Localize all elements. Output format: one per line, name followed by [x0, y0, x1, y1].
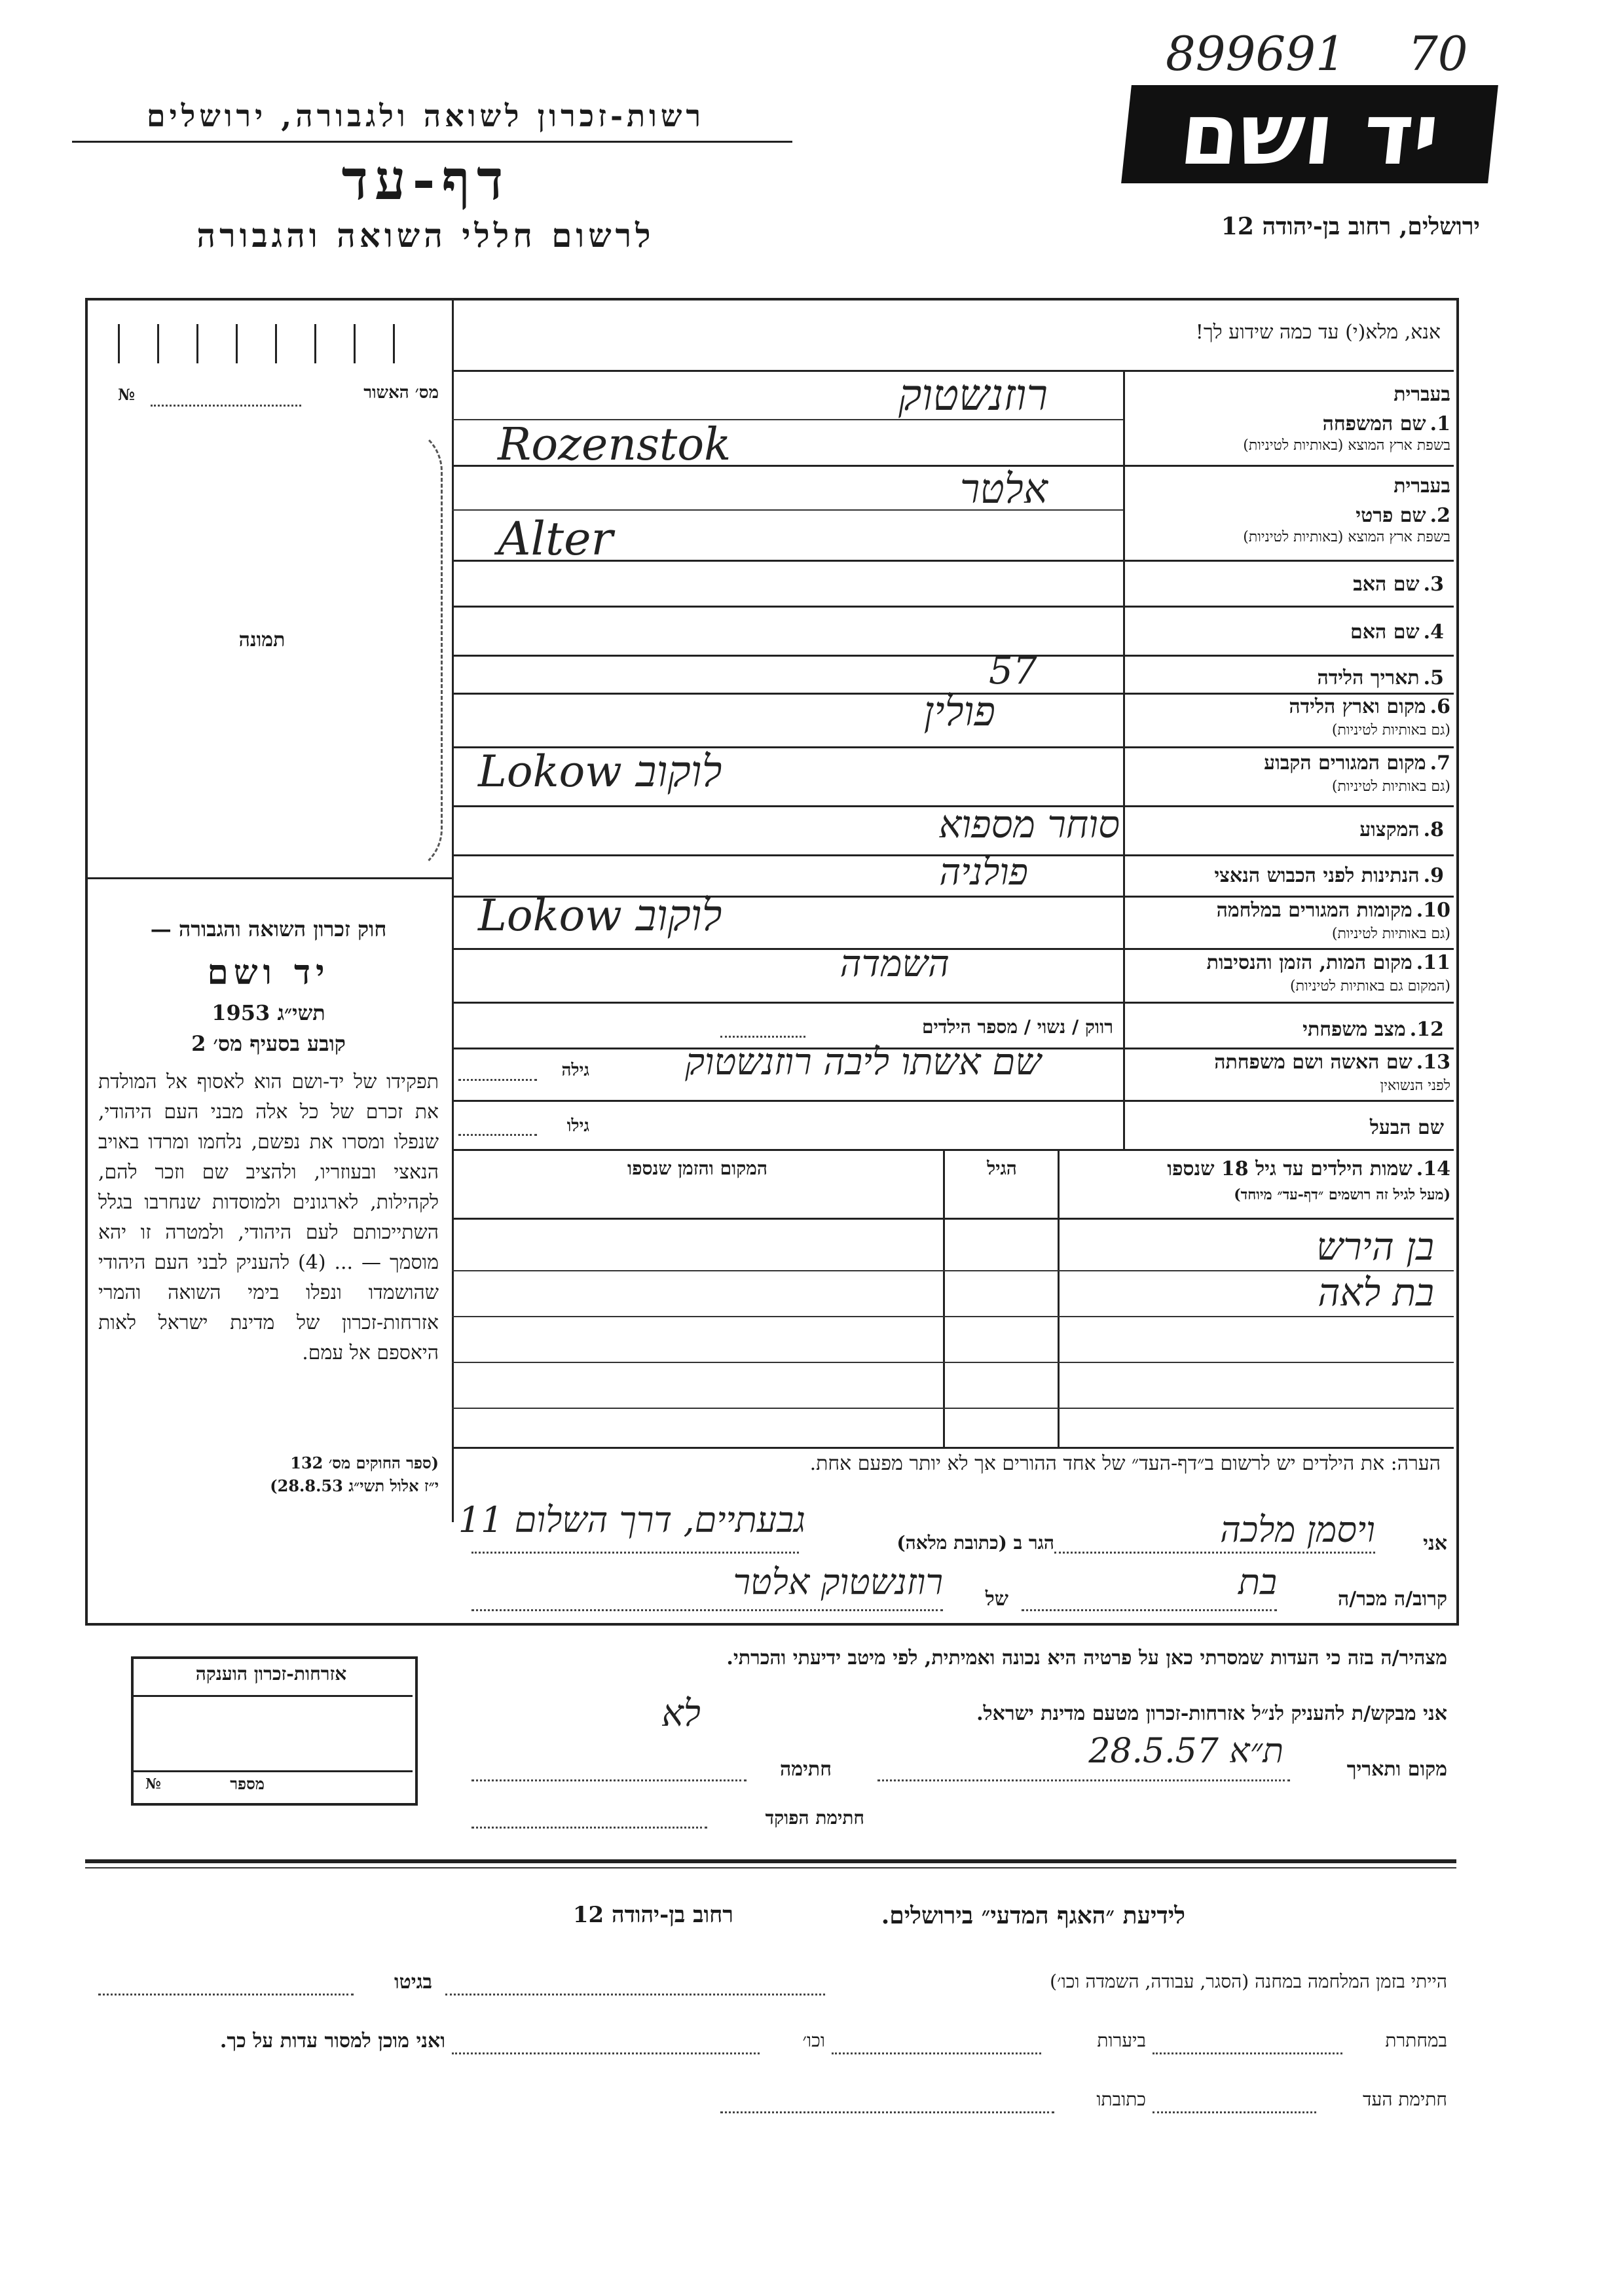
footer-line2-d: ואני מוכן למסור עדות על כך. — [219, 2030, 445, 2052]
field-10-number: 10. — [1416, 899, 1450, 922]
field-6-label: מקום וארץ הלידה — [1289, 695, 1426, 718]
field-10-label: מקומות המגורים במלחמה — [1216, 899, 1412, 922]
field-6-value: פולין — [923, 687, 995, 735]
field-2-tag: בעברית — [1393, 475, 1450, 498]
file-number: 899691 — [1166, 26, 1346, 81]
officer-signature-line — [471, 1827, 707, 1829]
declaration-signature-label: חתימה — [780, 1758, 832, 1781]
law-source: (ספר החוקים מס׳ 132 — [290, 1453, 439, 1472]
field-1-number: 1. — [1430, 412, 1450, 435]
declaration-officer-label: חתימת הפוקד — [765, 1807, 864, 1829]
footer-line2-c: וכו׳ — [802, 2030, 825, 2051]
field-residence — [1126, 746, 1450, 799]
field-11-sublabel: (המקום גם באותיות לטיניות) — [1290, 978, 1450, 994]
footer-line3-b: כתובתו — [1096, 2088, 1146, 2110]
law-year: תשי״ג 1953 — [212, 1000, 325, 1025]
field-10-value: Lokow לוקוב — [478, 890, 722, 941]
memorial-box-title: אזרחות-זכרון הוענקה — [195, 1663, 347, 1685]
field-7-number: 7. — [1430, 752, 1450, 774]
children-col-age: הגיל — [987, 1157, 1017, 1179]
field-3-number: 3. — [1423, 573, 1444, 596]
children-header-sub: (מעל לגיל זה רושמים ״דף-עד״ מיוחד) — [1234, 1186, 1450, 1203]
memorial-box-number-label: מספר — [230, 1774, 265, 1793]
children-col-divider-1 — [1058, 1149, 1060, 1447]
field-2-value-hebrew: אלטר — [959, 465, 1048, 513]
field-7-sublabel: (גם באותיות לטיניות) — [1331, 778, 1450, 795]
field-father-name — [1126, 573, 1444, 596]
org-underline — [72, 141, 792, 143]
field-4-number: 4. — [1423, 621, 1444, 644]
footer-line1-b: בגיטו — [394, 1971, 432, 1994]
instruction: אנא, מלא(י) עד כמה שידוע לך! — [1195, 321, 1441, 344]
footer-line2-b: ביערות — [1097, 2030, 1146, 2051]
field-birth-date — [1126, 666, 1444, 689]
field-12-label: מצב משפחתי — [1302, 1018, 1406, 1041]
footer-line3-a: חתימת העד — [1363, 2088, 1447, 2110]
field-8-label: המקצוע — [1359, 818, 1420, 841]
field-11-value: השמדה — [840, 943, 950, 985]
field-9-value: פולניה — [939, 851, 1028, 894]
header-address: ירושלים, רחוב בן-יהודה 12 — [1221, 213, 1480, 240]
declaration-of-value: רוזנשטוק אלטר — [733, 1561, 943, 1603]
field-2-sublabel: בשפת ארץ המוצא (באותיות לטיניות) — [1243, 529, 1450, 545]
law-text: תפקידו של יד-ושם הוא לאסוף אל המולדת את זכרם של כל אלה מבני העם היהודי, שנפלו ומסרו את נפשם, נלחמו ומרדו באויב הנאצי ובעוזריו, ולהציב שם וזכר להם, לקהילות, לארגונים ולמוסדות שנחרבו בגלל השתייכותם לעם היהודי, ולמטרה זו יהא מוסמך — ... (4) להעניק לבני העם היהודי שהושמדו ונפלו בימי השואה והמרי אזרחות-זכרון של מדינת ישראל לאות היאספם אל עמם. — [98, 1070, 439, 1364]
footer-address: רחוב בן-יהודה 12 — [572, 1902, 733, 1928]
column-divider — [452, 298, 454, 1522]
field-9-number: 9. — [1423, 864, 1444, 887]
org-line: רשות-זכרון לשואה ולגבורה, ירושלים — [146, 98, 705, 134]
footer-line2-a: במחתרת — [1385, 2030, 1447, 2051]
field-11-number: 11. — [1416, 951, 1450, 974]
declaration-ani-label: אני — [1423, 1532, 1447, 1555]
field-12-options: רווק / נשוי / מספר הילדים — [921, 1016, 1113, 1038]
field-13-value: שם אשתו ליבה רוזנשטוק — [685, 1041, 1041, 1084]
page-subtitle: לרשום חללי השואה והגבורה — [196, 216, 655, 255]
field-6-sublabel: (גם באותיות לטיניות) — [1331, 722, 1450, 738]
field-wife-name — [1126, 1048, 1450, 1100]
declaration-resides-label: הגר ב (כתובת מלאה) — [896, 1532, 1054, 1554]
children-number: 14. — [1416, 1157, 1450, 1180]
field-husband-label: שם הבעל — [1369, 1116, 1444, 1139]
field-citizenship — [1126, 864, 1444, 887]
child-row-2: בת לאה — [1318, 1270, 1434, 1315]
declaration-request: אני מבקש/ת להעניק לנ״ל אזרחות-זכרון מטעם מדינת ישראל. — [976, 1702, 1447, 1725]
field-12-number: 12. — [1409, 1018, 1444, 1041]
signature-line — [471, 1779, 747, 1781]
field-5-value: 57 — [989, 648, 1037, 693]
declaration-relation-label: קרוב/ה מכר/ה — [1338, 1588, 1447, 1611]
law-clause: קובע בסעיף מס׳ 2 — [191, 1031, 346, 1056]
field-7-value: Lokow לוקוב — [478, 746, 722, 797]
field-8-value: סוחר מספוא — [938, 802, 1120, 847]
law-date: י״ז אלול תשי״ג 28.8.53) — [270, 1476, 439, 1495]
page-title: דף-עד — [341, 147, 510, 212]
declaration-relation-value: בת — [1238, 1561, 1277, 1603]
child-row-1: בן הירש — [1316, 1224, 1434, 1269]
field-13-number: 13. — [1416, 1051, 1450, 1074]
field-death-place — [1126, 948, 1450, 1000]
field-8-number: 8. — [1423, 818, 1444, 841]
law-heading: חוק זכרון השואה והגבורה — — [150, 917, 387, 941]
declaration-of-label: של — [985, 1588, 1008, 1611]
declaration-resides-value: גבעתיים, דרך השלום 11 — [458, 1499, 805, 1540]
photo-bottom-border — [85, 877, 452, 879]
field-1-value-latin: Rozenstok — [498, 419, 731, 471]
field-mother-name — [1126, 621, 1444, 644]
children-col-place: המקום והזמן שנספו — [627, 1157, 767, 1179]
field-5-label: תאריך הלידה — [1317, 666, 1420, 689]
photo-label: תמונה — [238, 629, 286, 651]
field-husband-age-label: גילו — [566, 1116, 589, 1136]
declaration-place-date-value: ת״א 28.5.57 — [1088, 1732, 1283, 1771]
declaration-place-date-label: מקום ותאריך — [1346, 1758, 1447, 1781]
field-2-value-latin: Alter — [498, 512, 613, 566]
field-13-age-label: גילה — [561, 1061, 589, 1080]
field-marital-status — [1126, 1018, 1444, 1041]
field-birth-place — [1126, 694, 1450, 746]
footer-line1-a: הייתי בזמן המלחמה במחנה (הסגר, עבודה, השמדה וכו׳) — [1050, 1971, 1447, 1992]
label-column-divider — [1123, 370, 1125, 1149]
field-war-residence — [1126, 896, 1450, 948]
yad-vashem-logo: יד ושם — [1121, 85, 1498, 183]
field-1-sublabel: בשפת ארץ המוצא (באותיות לטיניות) — [1243, 437, 1450, 454]
cert-number-boxes — [92, 324, 445, 363]
children-col-divider-2 — [943, 1149, 945, 1447]
declaration-request-mark: לא — [661, 1692, 701, 1735]
field-3-label: שם האב — [1353, 573, 1420, 596]
field-4-label: שם האם — [1350, 621, 1420, 644]
field-10-sublabel: (גם באותיות לטיניות) — [1331, 926, 1450, 942]
declaration-statement: מצהיר/ה בזה כי העדות שמסרתי כאן על פרטיה היא נכונה ואמיתית, לפי מיטב ידיעתי והכרתי. — [726, 1647, 1447, 1669]
footer-heading: לידיעת ״האגף המדעי״ בירושלים. — [881, 1902, 1185, 1929]
children-note: הערה: את הילדים יש לרשום ב״דף-העד״ של אחד ההורים אך לא יותר מפעם אחת. — [809, 1452, 1441, 1475]
declaration-ani-value: ויסמן מלכה — [1220, 1509, 1375, 1550]
children-header-label: שמות הילדים עד גיל 18 שנספו — [1167, 1157, 1412, 1180]
field-1-label: שם המשפחה — [1322, 412, 1426, 435]
memorial-citizenship-box — [131, 1656, 418, 1806]
field-occupation — [1126, 818, 1444, 841]
field-7-label: מקום המגורים הקבוע — [1264, 752, 1426, 774]
field-13-label: שם האשה ושם משפחתה — [1214, 1051, 1412, 1074]
footer-divider — [85, 1859, 1456, 1863]
field-6-number: 6. — [1430, 695, 1450, 718]
field-13-sublabel: לפני הנשואין — [1380, 1078, 1450, 1094]
field-9-label: הנתינות לפני הכבוש הנאצי — [1214, 864, 1420, 887]
page-mark: 70 — [1408, 26, 1468, 81]
memorial-box-no-mark: № — [145, 1776, 161, 1793]
field-5-number: 5. — [1423, 666, 1444, 689]
field-11-label: מקום המות, הזמן והנסיבות — [1206, 951, 1412, 974]
field-1-tag: בעברית — [1393, 383, 1450, 406]
law-name: יד ושם — [207, 953, 330, 993]
children-header — [1064, 1157, 1450, 1180]
cert-no-mark: № — [118, 385, 136, 404]
cert-label: מס׳ האשור — [363, 383, 439, 403]
field-1-value-hebrew: רוזנשטוק — [898, 370, 1048, 420]
field-given-name — [1126, 468, 1450, 556]
field-2-number: 2. — [1430, 504, 1450, 527]
field-2-label: שם פרטי — [1356, 504, 1426, 527]
field-family-name — [1126, 376, 1450, 462]
cert-no-line — [151, 405, 301, 407]
